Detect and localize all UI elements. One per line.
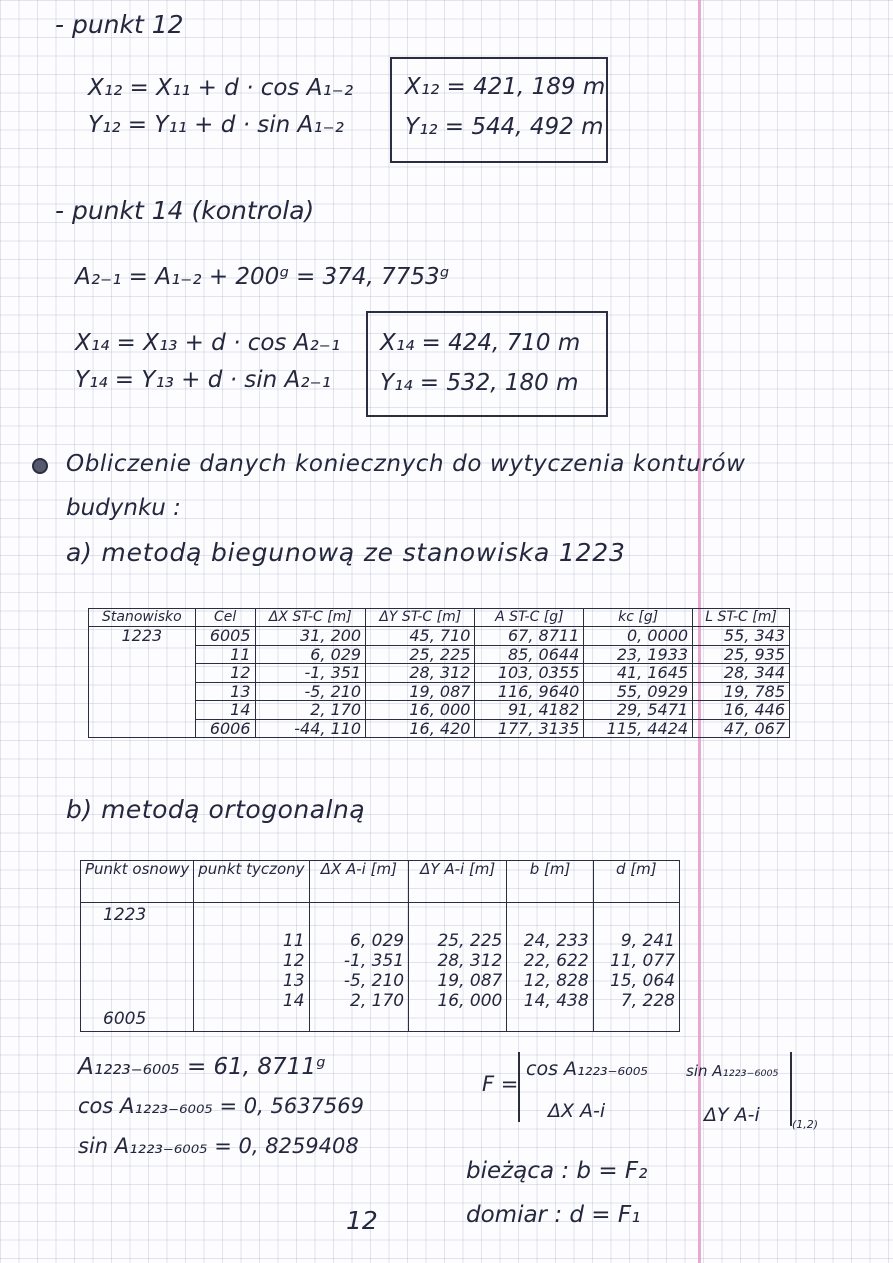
- cell: 12: [195, 664, 255, 683]
- cell: 7, 228: [620, 991, 675, 1011]
- table-header-row: [89, 609, 790, 627]
- cell: 55, 343: [693, 627, 790, 646]
- cell: 14: [282, 991, 305, 1011]
- cell: 11: [195, 645, 255, 664]
- cell: 116, 9640: [475, 682, 584, 701]
- cell: 91, 4182: [475, 701, 584, 720]
- cell: 25, 935: [693, 645, 790, 664]
- cell: 12, 828: [523, 971, 589, 991]
- col-header: Punkt osnowy: [81, 861, 194, 903]
- cell: 85, 0644: [475, 645, 584, 664]
- cell: 12: [282, 951, 305, 971]
- result-x12: X₁₂ = 421, 189 m: [405, 74, 606, 100]
- points-column: [194, 903, 309, 1032]
- col-header: ΔY A-i [m]: [409, 861, 507, 903]
- determinant-label: F =: [482, 1072, 519, 1096]
- cell: 31, 200: [255, 627, 366, 646]
- subsection-a-heading: a) metodą biegunową ze stanowiska 1223: [66, 538, 626, 567]
- cell: 2, 170: [350, 991, 405, 1011]
- cell: 6, 029: [255, 645, 366, 664]
- cell: 29, 5471: [584, 701, 693, 720]
- table-header-row: [81, 861, 680, 903]
- cos-azimuth: cos A₁₂₂₃₋₆₀₀₅ = 0, 5637569: [78, 1094, 364, 1118]
- base-point-cell: [81, 903, 194, 1032]
- result-x14: X₁₄ = 424, 710 m: [380, 330, 581, 356]
- equation-y12: Y₁₂ = Y₁₁ + d · sin A₁₋₂: [88, 112, 344, 138]
- cell: -44, 110: [255, 719, 366, 738]
- station-cell: 1223: [89, 627, 196, 738]
- col-header: punkt tyczony: [194, 861, 309, 903]
- determinant-right-bar: [790, 1052, 792, 1126]
- cell: 15, 064: [610, 971, 675, 991]
- cell: 22, 622: [523, 951, 589, 971]
- cell: 67, 8711: [475, 627, 584, 646]
- cell: 19, 785: [693, 682, 790, 701]
- result-y14: Y₁₄ = 532, 180 m: [380, 370, 579, 396]
- azimuth-2-1: A₂₋₁ = A₁₋₂ + 200ᵍ = 374, 7753ᵍ: [75, 264, 449, 290]
- cell: -1, 351: [255, 664, 366, 683]
- determinant-subscript: (1,2): [792, 1118, 819, 1131]
- cell: 23, 1933: [584, 645, 693, 664]
- cell: 13: [282, 971, 305, 991]
- cell: 13: [195, 682, 255, 701]
- col-header: ΔY ST-C [m]: [366, 609, 475, 627]
- cell: 55, 0929: [584, 682, 693, 701]
- cell: 28, 344: [693, 664, 790, 683]
- cell: 11: [282, 931, 305, 951]
- cell: 16, 420: [366, 719, 475, 738]
- result-y12: Y₁₂ = 544, 492 m: [405, 114, 604, 140]
- azimuth-1223-6005: A₁₂₂₃₋₆₀₀₅ = 61, 8711ᵍ: [78, 1054, 326, 1080]
- table-body: [81, 903, 680, 1032]
- base-point-bottom: 6005: [103, 1009, 147, 1029]
- subsection-b-heading: b) metodą ortogonalną: [66, 795, 366, 824]
- col-header: ΔX ST-C [m]: [255, 609, 366, 627]
- cell: 45, 710: [366, 627, 475, 646]
- page-number: 12: [346, 1206, 378, 1235]
- dx-column: [309, 903, 409, 1032]
- col-header: ΔX A-i [m]: [309, 861, 409, 903]
- dy-column: [409, 903, 507, 1032]
- cell: 6, 029: [350, 931, 405, 951]
- cell: 25, 225: [366, 645, 475, 664]
- cell: 24, 233: [523, 931, 589, 951]
- domiar-formula: domiar : d = F₁: [466, 1202, 641, 1228]
- col-header: L ST-C [m]: [693, 609, 790, 627]
- cell: 14, 438: [523, 991, 589, 1011]
- equation-y14: Y₁₄ = Y₁₃ + d · sin A₂₋₁: [75, 367, 331, 393]
- cell: 115, 4424: [584, 719, 693, 738]
- heading-point-14: - punkt 14 (kontrola): [55, 196, 315, 225]
- cell: -5, 210: [343, 971, 405, 991]
- determinant-dx: ΔX A-i: [548, 1100, 606, 1122]
- polar-method-table: [88, 608, 790, 738]
- determinant-left-bar: [518, 1052, 520, 1122]
- cell: 9, 241: [620, 931, 675, 951]
- d-column: [593, 903, 679, 1032]
- orthogonal-method-table: [80, 860, 680, 1032]
- cell: 103, 0355: [475, 664, 584, 683]
- cell: 177, 3135: [475, 719, 584, 738]
- cell: 2, 170: [255, 701, 366, 720]
- result-box-14: [366, 311, 608, 417]
- cell: 28, 312: [437, 951, 503, 971]
- col-header: d [m]: [593, 861, 679, 903]
- sin-azimuth: sin A₁₂₂₃₋₆₀₀₅ = 0, 8259408: [78, 1134, 359, 1158]
- col-header: Stanowisko: [89, 609, 196, 627]
- cell: 16, 446: [693, 701, 790, 720]
- b-column: [507, 903, 593, 1032]
- col-header: kc [g]: [584, 609, 693, 627]
- determinant-dy: ΔY A-i: [704, 1104, 760, 1126]
- cell: 16, 000: [437, 991, 503, 1011]
- base-point-top: 1223: [103, 905, 147, 925]
- cell: 0, 0000: [584, 627, 693, 646]
- cell: -1, 351: [343, 951, 405, 971]
- cell: 41, 1645: [584, 664, 693, 683]
- section-title: Obliczenie danych koniecznych do wytyczenia konturów: [66, 451, 746, 477]
- cell: 25, 225: [437, 931, 503, 951]
- section-title-cont: budynku :: [66, 495, 181, 521]
- table-row: [89, 627, 790, 646]
- bullet-icon: [32, 458, 48, 474]
- determinant-sin: sin A₁₂₂₃₋₆₀₀₅: [686, 1062, 779, 1080]
- cell: 47, 067: [693, 719, 790, 738]
- cell: 11, 077: [610, 951, 675, 971]
- cell: 6005: [195, 627, 255, 646]
- result-box-12: [390, 57, 608, 163]
- determinant-cos: cos A₁₂₂₃₋₆₀₀₅: [526, 1058, 648, 1080]
- cell: 6006: [195, 719, 255, 738]
- biezaca-formula: bieżąca : b = F₂: [466, 1158, 648, 1184]
- cell: 19, 087: [437, 971, 503, 991]
- cell: 14: [195, 701, 255, 720]
- equation-x12: X₁₂ = X₁₁ + d · cos A₁₋₂: [88, 75, 354, 101]
- cell: 28, 312: [366, 664, 475, 683]
- equation-x14: X₁₄ = X₁₃ + d · cos A₂₋₁: [75, 330, 341, 356]
- col-header: Cel: [195, 609, 255, 627]
- col-header: A ST-C [g]: [475, 609, 584, 627]
- col-header: b [m]: [507, 861, 593, 903]
- cell: -5, 210: [255, 682, 366, 701]
- cell: 19, 087: [366, 682, 475, 701]
- cell: 16, 000: [366, 701, 475, 720]
- heading-point-12: - punkt 12: [55, 10, 184, 39]
